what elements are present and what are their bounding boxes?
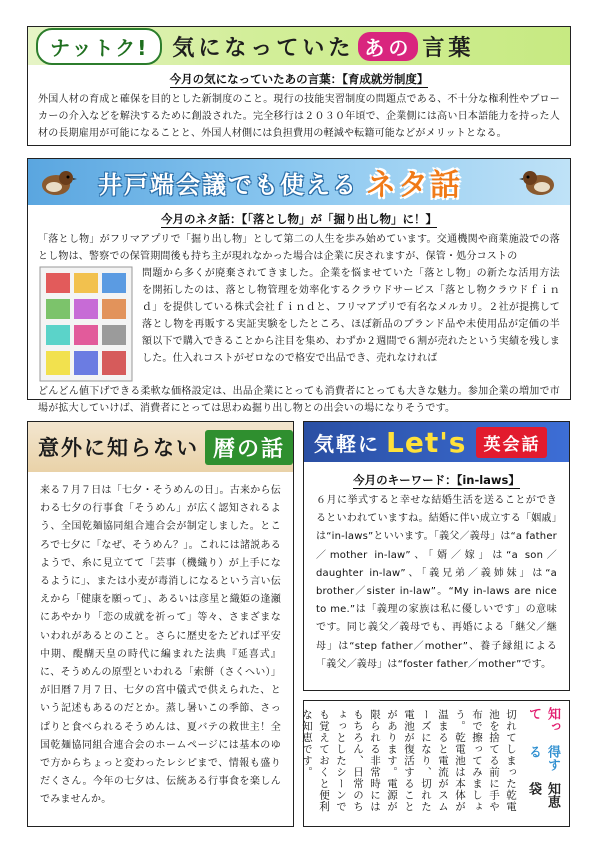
- section-eikaiwa: [303, 421, 570, 691]
- section-koyomi: [27, 421, 294, 827]
- banner-heading: 井戸端会議でも使える: [98, 170, 358, 199]
- banner-koyomi-highlight: 暦の話: [205, 430, 293, 465]
- lost-items-illustration: [38, 265, 134, 383]
- section-neta: [27, 158, 571, 414]
- banner-eikaiwa-highlight: 英会話: [476, 427, 547, 458]
- sparrow-icon: [520, 165, 560, 201]
- banner-koyomi: [28, 422, 293, 472]
- banner-line3: 知恵袋: [526, 782, 560, 809]
- banner-chiebukuro: [523, 707, 563, 820]
- section-body: 切れてしまった乾電池を捨てる前に手や布で擦ってみましょう。乾電池は本体が温まると電流がスムーズになり、切れた電池が復活することがあります。電源が限られる非常時にはもちろん、日常のちょっとしたシーンでも覚えておくと便利な知恵です。: [301, 709, 517, 813]
- banner-line1: 知って: [526, 707, 560, 733]
- banner-line2: 得する: [526, 744, 560, 771]
- sparrow-icon: [36, 165, 76, 201]
- section-body: 来る７月７日は「七夕・そうめんの日」。古来から伝わる七夕の行事食「そうめん」が広く認知されるよう、全国乾麺協同組合連合会が制定しました。ところで七夕に「なぜ、そうめん？」。これには諸説あるようで、糸に見立てて「芸事（機織り）が上手になるように」、または小麦が毒消しになるという言い伝えから「健康を願って」、あるいは彦星と織姫の逢瀬にあやかり「恋の成就を祈って」等々、さまざまないわれがあるとのこと。さらに歴史をたどれば平安中期、醍醐天皇の時代に編まれた法典『延喜式』に、そうめんの原型といわれる「索餅（さくへい）」が旧暦７月７日、七夕の宮中儀式で供えられた、という記述もあるのだとか。蒸し暑いこの季節、さっぱりと食べられるそうめんは、夏バテの救世主！全国乾麺協同組合連合会のホームページには基本のゆで方からちょっと変わったレシピまで、情報も盛りだくさん。今年の七夕は、伝統ある行事食を楽しんでみませんか。: [40, 485, 281, 806]
- section-title: 今月のキーワード：【in-laws】: [353, 473, 520, 487]
- banner-heading: 意外に知らない: [38, 436, 199, 460]
- banner-lets: Let's: [386, 425, 467, 459]
- banner-eikaiwa: [304, 422, 569, 462]
- section-title: 今月の気になっていたあの言葉：【育成就労制度】: [169, 72, 429, 86]
- banner-kigaru: 気軽に: [314, 431, 380, 456]
- section-body-bottom: どんどん値下げできる柔軟な価格設定は、出品企業にとっても消費者にとっても大きな魅力。参加企業の増加で市場が拡大していけば、消費者にとっては思わぬ掘り出し物との出会いの場になりそうです。: [38, 386, 560, 414]
- section-body-side: 問題から多くが廃棄されてきました。企業を悩ませていた「落とし物」の新たな活用方法を開拓したのは、落とし物管理を効率化するクラウドサービス「落とし物クラウドｆｉｎｄ」を提供している株式会社ｆｉｎｄと、フリマアプリで有名なメルカリ。２社が提携して落とし物を再販する実証実験をしたところ、ほぼ新品のブランド品や未使用品が定価の半額以下で購入できることから注目を集め、わずか２週間で６割が売れたという実績を残しました。仕入れコストがゼロなので格安で出品でき、売れなければ: [142, 268, 560, 364]
- section-chiebukuro: [303, 700, 570, 827]
- section-body: 外国人材の育成と確保を目的とした新制度のこと。現行の技能実習制度の問題点である、不十分な権利性やブローカーの介入などを解決するために創設された。完全移行は２０３０年頃で、企業側には高い日本語能力を持った人材の長期雇用が可能になることと、外国人材側には負担費用の軽減や転籍可能などがメリットとなる。: [38, 94, 560, 139]
- section-body: ６月に挙式すると幸せな結婚生活を送ることができるといわれていますね。結婚に伴い成立する「姻戚」は“in-laws”といいます。「義父／義母」は“a father／mother in-law”、「婿／嫁」は“a son／daughter in-law”、「義兄弟／義姉妹」は“a brother／sister in-law”。“My in-laws are nice to me.”は「義理の家族は私に優しいです」の意味です。同じ義父／義母でも、再婚による「継父／継母」は“step father／mother”、養子縁組による「義父／義母」は“foster father／mother”です。: [316, 495, 557, 670]
- banner-nattoku: [28, 27, 570, 65]
- banner-post: 言葉: [422, 35, 475, 61]
- section-title: 今月のネタ話：【「落とし物」が「掘り出し物」に！】: [161, 212, 437, 226]
- banner-pill: ナットク!: [36, 28, 162, 65]
- banner-heading: [172, 31, 474, 62]
- banner-ano: あの: [358, 32, 418, 61]
- banner-pre: 気になっていた: [172, 35, 355, 61]
- section-body-top: 「落とし物」がフリマアプリで「掘り出し物」として第二の人生を歩み始めています。交通機関や商業施設での落とし物は、警察での保管期間後も持ち主が現れなかった場合は企業に戻されますが、保管・処分コストの: [38, 234, 560, 262]
- section-nattoku: [27, 26, 571, 146]
- banner-neta: [28, 159, 570, 205]
- banner-neta-highlight: ネタ話: [366, 168, 462, 203]
